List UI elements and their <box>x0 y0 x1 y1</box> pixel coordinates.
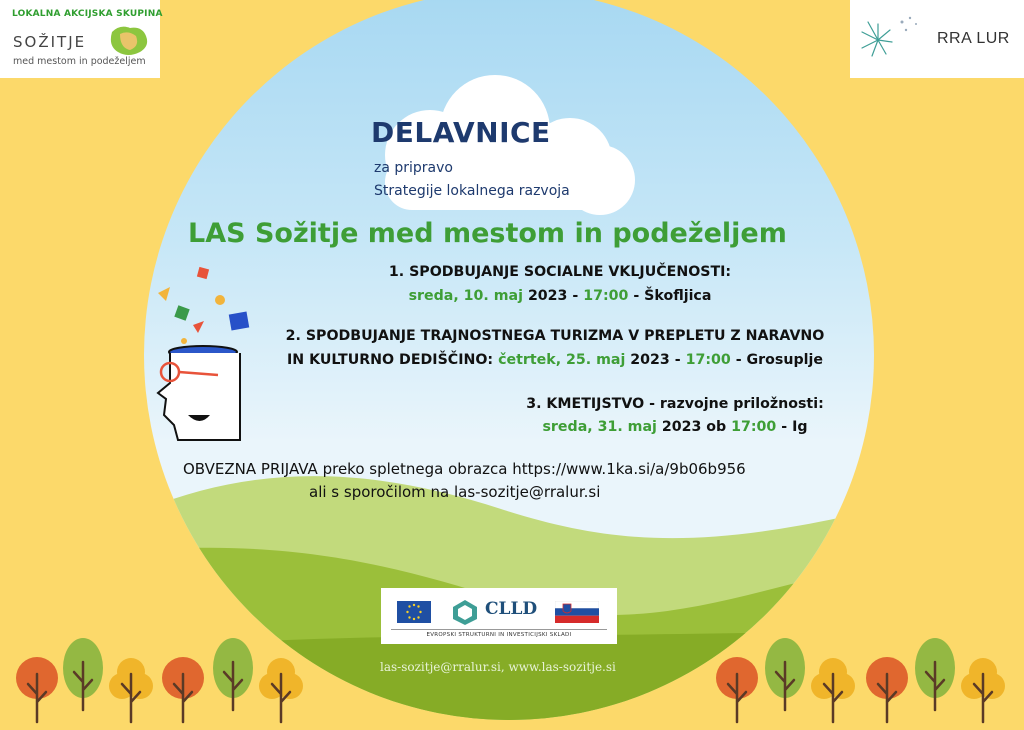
workshop-1-title: 1. SPODBUJANJE SOCIALNE VKLJUČENOSTI: <box>388 264 732 280</box>
funding-caption: EVROPSKI STRUKTURNI IN INVESTICIJSKI SKLADI <box>391 629 607 638</box>
workshop-1-details <box>300 288 820 304</box>
las-logo-subtitle: med mestom in podeželjem <box>13 56 146 67</box>
subtitle-line-1: za pripravo <box>374 160 453 176</box>
rra-lur-logo <box>850 0 1024 78</box>
funding-logos-box <box>381 588 617 644</box>
workshop-1-date: sreda, 10. maj <box>408 288 523 304</box>
workshop-3-place: - Ig <box>781 419 808 435</box>
tree-icon <box>14 650 60 730</box>
head-illustration <box>148 265 258 445</box>
workshop-3-title: 3. KMETIJSTVO - razvojne priložnosti: <box>526 396 824 412</box>
tree-icon <box>258 650 304 730</box>
dandelion-icon <box>854 10 926 68</box>
rra-lur-label: RRA LUR <box>937 30 1010 47</box>
workshop-2-title: 2. SPODBUJANJE TRAJNOSTNEGA TURIZMA V PREPLETU Z NARAVNO <box>285 328 825 344</box>
workshop-2-title-cont: IN KULTURNO DEDIŠČINO: <box>287 352 494 368</box>
clld-label: CLLD <box>485 599 538 619</box>
tree-icon <box>864 650 910 730</box>
workshop-3-date: sreda, 31. maj <box>542 419 657 435</box>
workshop-title: DELAVNICE <box>371 116 551 149</box>
workshop-2-place: - Grosuplje <box>735 352 823 368</box>
tree-icon <box>108 650 154 730</box>
tree-icon <box>960 650 1006 730</box>
footer-contacts: las-sozitje@rralur.si, www.las-sozitje.si <box>380 660 616 674</box>
registration-line-2: ali s sporočilom na las-sozitje@rralur.si <box>309 483 601 501</box>
workshop-3-time: 17:00 <box>731 419 777 435</box>
tree-icon <box>210 638 256 718</box>
workshop-2-time: 17:00 <box>685 352 731 368</box>
tree-icon <box>810 650 856 730</box>
headline: LAS Sožitje med mestom in podeželjem <box>188 218 787 249</box>
tree-icon <box>762 638 808 718</box>
las-map-icon <box>106 24 150 58</box>
las-logo-top: LOKALNA AKCIJSKA SKUPINA <box>12 9 163 19</box>
subtitle-line-2: Strategije lokalnega razvoja <box>374 183 570 199</box>
eu-flag-icon <box>397 601 431 623</box>
tree-icon <box>160 650 206 730</box>
workshop-3-details <box>420 419 930 435</box>
workshop-2-year: 2023 - <box>630 352 681 368</box>
tree-icon <box>912 638 958 718</box>
workshop-2-details <box>245 352 865 368</box>
registration-line-1: OBVEZNA PRIJAVA preko spletnega obrazca https://www.1ka.si/a/9b06b956 <box>183 460 746 478</box>
las-logo <box>0 0 163 78</box>
workshop-2-date: četrtek, 25. maj <box>498 352 626 368</box>
workshop-1-year: 2023 - <box>527 288 579 304</box>
workshop-3-year: 2023 ob <box>661 419 727 435</box>
tree-icon <box>714 650 760 730</box>
las-logo-name: SOŽITJE <box>13 33 87 51</box>
workshop-1-time: 17:00 <box>583 288 629 304</box>
slovenia-flag-icon <box>555 601 599 623</box>
workshop-1-place: - Škofljica <box>633 288 712 304</box>
tree-icon <box>60 638 106 718</box>
